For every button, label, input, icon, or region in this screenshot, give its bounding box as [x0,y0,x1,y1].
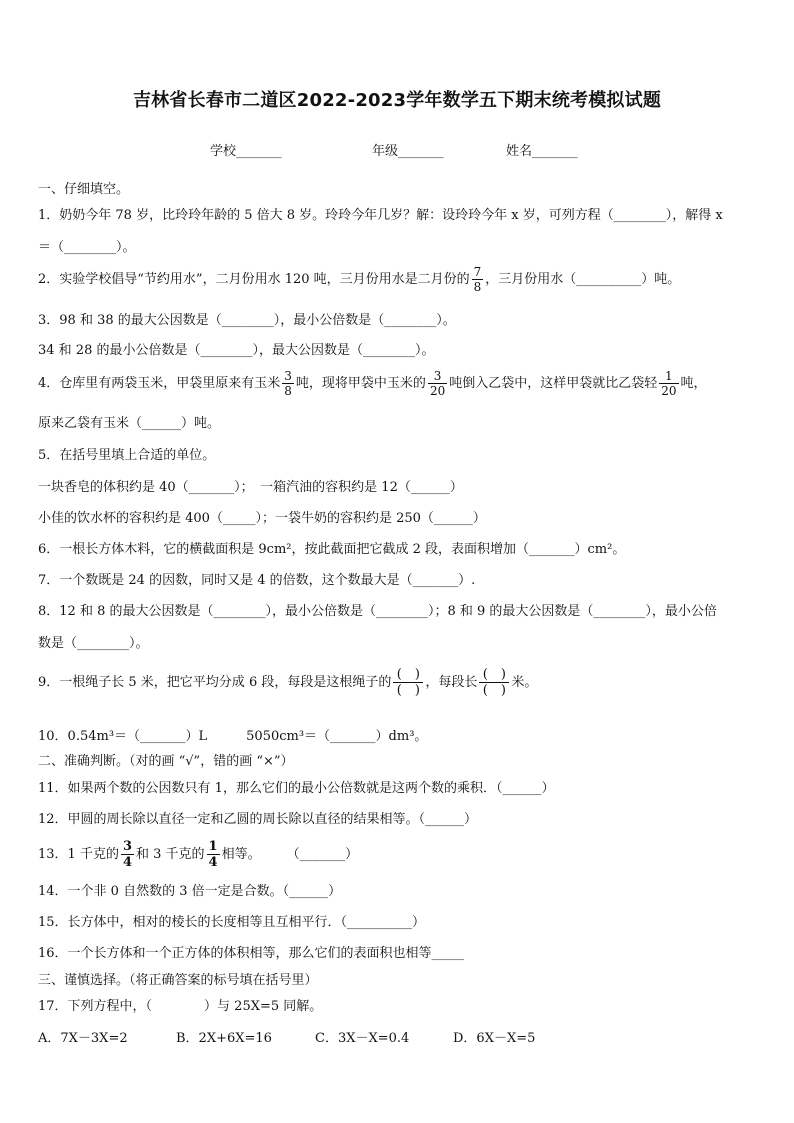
question-9-text-a: 9．一根绳子长 5 米，把它平均分成 6 段，每段是这根绳子的 [38,675,392,690]
name-field[interactable]: 姓名_______ [506,144,578,159]
question-8-line-2: 数是（________）。 [38,636,149,651]
question-9 [38,668,537,697]
school-field[interactable]: 学校_______ [210,144,282,159]
question-11: 11．如果两个数的公因数只有 1，那么它们的最小公倍数就是这两个数的乘积．（______） [38,781,555,796]
option-c[interactable]: C．3X－X=0.4 [315,1031,410,1046]
question-5: 5．在括号里填上合适的单位。 [38,448,216,463]
question-10: 10．0.54m³＝（_______）L 5050cm³＝（_______）dm³。 [38,729,428,744]
question-17: 17．下列方程中，（ ）与 25X=5 同解。 [38,999,323,1014]
fraction-blank[interactable]: $\frac{( )}{( )}$ [479,668,509,697]
question-9-text-b: ，每段长 [425,675,478,690]
question-5-line-b: 小佳的饮水杯的容积约是 400（_____）；一袋牛奶的容积约是 250（______） [38,511,486,526]
question-2-text-a: 2．实验学校倡导“节约用水”，二月份用水 120 吨，三月份用水是二月份的 [38,272,470,287]
section-heading: 二、准确判断。（对的画 “√”，错的画 “×”） [38,754,294,769]
question-4-text-b: 吨，现将甲袋中玉米的 [295,376,426,391]
question-16: 16．一个长方体和一个正方体的体积相等，那么它们的表面积也相等_____ [38,946,465,961]
grade-field[interactable]: 年级_______ [372,144,444,159]
question-13-text-a: 13．1 千克的 [38,847,119,862]
question-4-text-d: 吨， [680,376,707,391]
question-4-line-2: 原来乙袋有玉米（______）吨。 [38,416,221,431]
fraction-blank[interactable]: $\frac{( )}{( )}$ [393,668,423,697]
question-4-line-1 [38,370,707,397]
question-9-text-c: 米。 [511,675,538,690]
section-heading: 一、仔细填空。 [38,182,130,197]
question-3-line-2: 34 和 28 的最小公倍数是（________），最大公因数是（________）。 [38,343,435,358]
question-1-line-1: 1．奶奶今年 78 岁，比玲玲年龄的 5 倍大 8 岁。玲玲今年几岁？解：设玲玲今年 x 岁，可列方程（________），解得 x [38,208,723,223]
fraction: $\frac{3}{8}$ [284,369,292,398]
question-15: 15．长方体中，相对的棱长的长度相等且互相平行．（__________） [38,915,426,930]
option-a[interactable]: A．7X－3X=2 [38,1031,128,1046]
option-b[interactable]: B．2X+6X=16 [176,1031,272,1046]
question-13 [38,840,358,869]
question-13-text-b: 和 3 千克的 [136,847,205,862]
option-d[interactable]: D．6X－X=5 [453,1031,536,1046]
question-4-text-c: 吨倒入乙袋中，这样甲袋就比乙袋轻 [449,376,658,391]
question-6: 6．一根长方体木料，它的横截面积是 9cm²，按此截面把它截成 2 段，表面积增加（_______）cm²。 [38,542,626,557]
fraction: $\frac{1}{4}$ [208,839,218,870]
fraction: $\frac{1}{20}$ [661,369,677,398]
question-2-text-b: ，三月份用水（__________）吨。 [485,272,681,287]
question-1-line-2: ＝（________）。 [38,240,136,255]
question-7: 7．一个数既是 24 的因数，同时又是 4 的倍数，这个数最大是（_______）. [38,573,476,588]
question-12: 12．甲圆的周长除以直径一定和乙圆的周长除以直径的结果相等。（______） [38,812,478,827]
fraction: $\frac{3}{20}$ [429,369,446,398]
fraction: $\frac{3}{4}$ [122,839,132,870]
page-title: 吉林省长春市二道区2022-2023学年数学五下期末统考模拟试题 [132,90,662,111]
question-4-text-a: 4．仓库里有两袋玉米，甲袋里原来有玉米 [38,376,281,391]
question-13-text-c: 相等。 （_______） [221,847,359,862]
question-3-line-1: 3．98 和 38 的最大公因数是（________），最小公倍数是（________）。 [38,313,456,328]
fraction: $\frac{7}{8}$ [473,265,482,294]
question-17-options [38,1030,758,1048]
question-5-line-a: 一块香皂的体积约是 40（_______）； 一箱汽油的容积约是 12（______） [38,480,463,495]
question-14: 14．一个非 0 自然数的 3 倍一定是合数。（______） [38,884,342,899]
question-2 [38,266,680,293]
section-heading: 三、谨慎选择。（将正确答案的标号填在括号里） [38,973,318,988]
question-8-line-1: 8．12 和 8 的最大公因数是（________），最小公倍数是（________）；8 和 9 的最大公因数是（________），最小公倍 [38,604,717,619]
